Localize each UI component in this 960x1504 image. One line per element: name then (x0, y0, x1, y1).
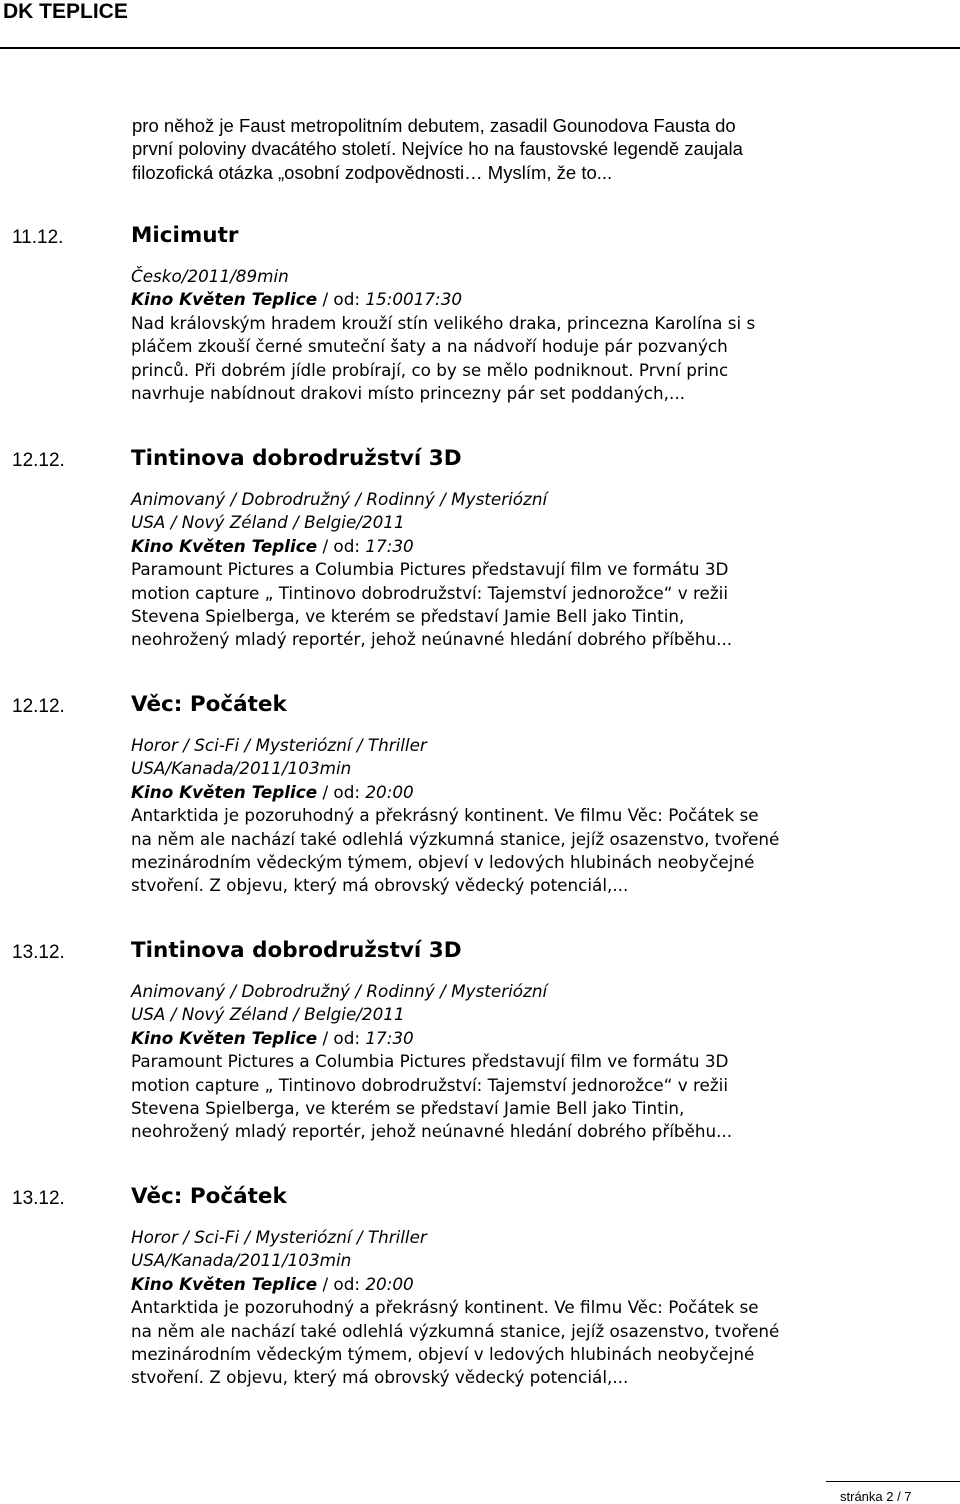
event-date: 11.12. (12, 227, 64, 248)
event-description-line: stvoření. Z objevu, který má obrovský vědecký potenciál,... (131, 1367, 629, 1388)
event-origin: USA / Nový Zéland / Belgie/2011 (131, 512, 405, 533)
event-time: 15:0017:30 (365, 289, 463, 310)
event-venue-line (131, 781, 931, 804)
event-time: 20:00 (365, 1273, 414, 1294)
event-genres: Animovaný / Dobrodružný / Rodinný / Mysteriózní (131, 489, 548, 509)
event-date: 13.12. (12, 1188, 65, 1209)
event-description-line: Stevena Spielberga, ve kterém se představí Jamie Bell jako Tintin, (131, 606, 685, 627)
event-origin: USA / Nový Zéland / Belgie/2011 (131, 1004, 405, 1025)
event-description-line: neohrožený mladý reportér, jehož neúnavné hledání dobrého příběhu... (131, 629, 733, 650)
event-title: Věc: Počátek (131, 1184, 287, 1209)
event-details (131, 265, 931, 405)
event-time: 20:00 (365, 781, 414, 802)
page-number: stránka 2 / 7 (840, 1489, 912, 1504)
event-description-line: motion capture „ Tintinovo dobrodružství: Tajemství jednorožce“ v režii (131, 1074, 728, 1095)
event-title: Věc: Počátek (131, 692, 287, 717)
event-origin: USA/Kanada/2011/103min (131, 758, 352, 779)
event-description-line: navrhuje nabídnout drakovi místo princezny pár set poddaných,... (131, 383, 686, 404)
event-venue: Kino Květen Teplice (131, 781, 318, 802)
event-title: Micimutr (131, 223, 239, 248)
event-description-line: Paramount Pictures a Columbia Pictures představují film ve formátu 3D (131, 1051, 729, 1072)
event-description-line: Antarktida je pozoruhodný a překrásný kontinent. Ve filmu Věc: Počátek se (131, 1297, 759, 1318)
event-description-line: Paramount Pictures a Columbia Pictures představují film ve formátu 3D (131, 559, 729, 580)
event-date: 12.12. (12, 450, 65, 471)
event-details (131, 734, 931, 898)
event-details (131, 1226, 931, 1390)
event-description-line: Nad královským hradem krouží stín velikého draka, princezna Karolína si s (131, 312, 756, 333)
event-description-line: na něm ale nachází také odlehlá výzkumná stanice, jejíž osazenstvo, tvořené (131, 1320, 780, 1341)
event-description-line: motion capture „ Tintinovo dobrodružství: Tajemství jednorožce“ v režii (131, 582, 728, 603)
event-description-line: neohrožený mladý reportér, jehož neúnavné hledání dobrého příběhu... (131, 1121, 733, 1142)
event-description-line: na něm ale nachází také odlehlá výzkumná stanice, jejíž osazenstvo, tvořené (131, 828, 780, 849)
event-description-line: princů. Při dobrém jídle probírají, co by se mělo podniknout. První princ (131, 359, 729, 380)
event-time-prefix: / od: (317, 1273, 366, 1294)
event-details (131, 488, 931, 652)
intro-line: první poloviny dvacátého století. Nejvíce ho na faustovské legendě zaujala (132, 138, 743, 160)
event-time-prefix: / od: (317, 781, 366, 802)
event-date: 13.12. (12, 942, 65, 963)
event-venue-line (131, 1027, 931, 1050)
document-header-title: DK TEPLICE (3, 0, 128, 23)
footer-divider (826, 1481, 960, 1482)
event-venue: Kino Květen Teplice (131, 535, 318, 556)
event-genres: Horor / Sci-Fi / Mysteriózní / Thriller (131, 735, 427, 755)
event-genres: Animovaný / Dobrodružný / Rodinný / Mysteriózní (131, 981, 548, 1001)
event-title: Tintinova dobrodružství 3D (131, 446, 462, 471)
event-time-prefix: / od: (317, 1027, 366, 1048)
event-time-prefix: / od: (317, 535, 366, 556)
event-venue-line (131, 1273, 931, 1296)
event-origin: Česko/2011/89min (131, 266, 289, 286)
event-date: 12.12. (12, 696, 65, 717)
event-title: Tintinova dobrodružství 3D (131, 938, 462, 963)
event-genres: Horor / Sci-Fi / Mysteriózní / Thriller (131, 1227, 427, 1247)
intro-line: filozofická otázka „osobní zodpovědnosti… Myslím, že to... (132, 161, 613, 183)
event-description-line: Stevena Spielberga, ve kterém se představí Jamie Bell jako Tintin, (131, 1098, 685, 1119)
event-venue: Kino Květen Teplice (131, 1273, 318, 1294)
event-description-line: mezinárodním vědeckým týmem, objeví v ledových hlubinách neobyčejné (131, 1344, 755, 1365)
event-venue-line (131, 288, 931, 311)
event-description-line: stvoření. Z objevu, který má obrovský vědecký potenciál,... (131, 875, 629, 896)
event-venue: Kino Květen Teplice (131, 289, 318, 310)
event-description-line: Antarktida je pozoruhodný a překrásný kontinent. Ve filmu Věc: Počátek se (131, 805, 759, 826)
header-divider (0, 47, 960, 49)
event-description-line: mezinárodním vědeckým týmem, objeví v ledových hlubinách neobyčejné (131, 852, 755, 873)
event-time-prefix: / od: (317, 289, 366, 310)
event-time: 17:30 (365, 535, 414, 556)
intro-paragraph (132, 114, 932, 184)
intro-line: pro něhož je Faust metropolitním debutem, zasadil Gounodova Fausta do (132, 115, 736, 136)
event-details (131, 980, 931, 1144)
event-origin: USA/Kanada/2011/103min (131, 1250, 352, 1271)
event-venue: Kino Květen Teplice (131, 1027, 318, 1048)
event-time: 17:30 (365, 1027, 414, 1048)
event-venue-line (131, 535, 931, 558)
event-description-line: pláčem zkouší černé smuteční šaty a na nádvoří hoduje pár pozvaných (131, 336, 728, 357)
